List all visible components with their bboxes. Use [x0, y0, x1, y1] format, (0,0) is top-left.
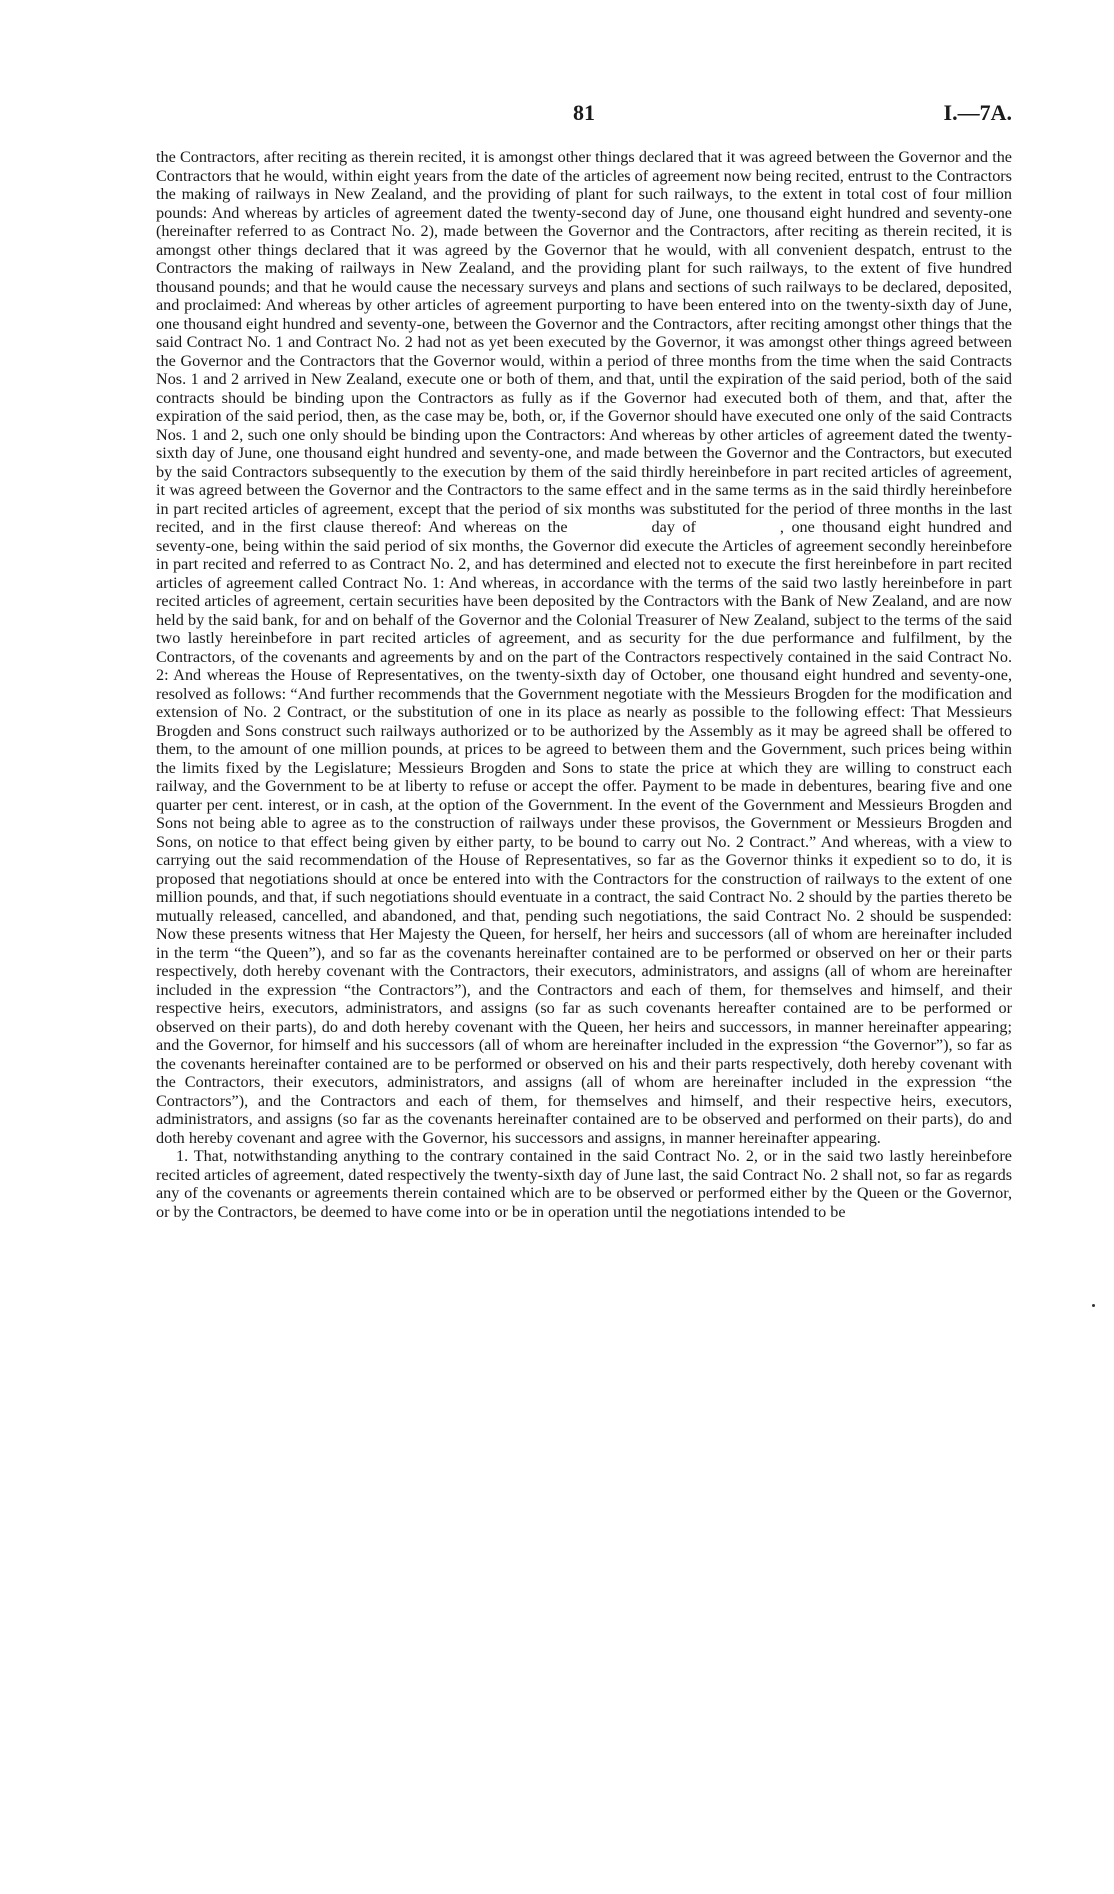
recitals-text-part-1: the Contractors, after reciting as therein recited, it is amongst other things declared that it was agreed between the Governor and the Contractors that he would, within eight years from the date of the articles of agreement now being recited, entrust to the Contractors the making of railways in New Zealand, and the providing of plant for such railways, to the extent in total cost of four million pounds: And whereas by articles of agreement dated the twenty-second day of June, one thousand eight hundred and seventy-one (hereinafter referred to as Contract No. 2), made between the Governor and the Contractors, after reciting as therein recited, it is amongst other things declared that it was agreed by the Governor that he would, with all convenient despatch, entrust to the Contractors the making of railways in New Zealand, and the providing plant for such railways, to the extent of five hundred thousand pounds; and that he would cause the necessary surveys and plans and sections of such railways to be declared, deposited, and proclaimed: And whereas by other articles of agreement purporting to have been entered into on the twenty-sixth day of June, one thousand eight hundred and seventy-one, between the Governor and the Contractors, after reciting amongst other things that the said Contract No. 1 and Contract No. 2 had not as yet been executed by the Governor, it was amongst other things agreed between the Governor and the Contractors that the Governor would, within a period of three months from the time when the said Contracts Nos. 1 and 2 arrived in New Zealand, execute one or both of them, and that, until the expiration of the said period, both of the said contracts should be binding upon the Contractors as fully as if the Governor had executed both of them, and that, after the expiration of the said period, then, as the case may be, both, or, if the Governor should have executed one only of the said Contracts Nos. 1 and 2, such one only should be binding upon the Contractors: And whereas by other articles of agreement dated the twenty-sixth day of June, one thousand eight hundred and seventy-one, and made between the Governor and the Contractors, but executed by the said Contractors subsequently to the execution by them of the said thirdly hereinbefore in part recited articles of agreement, it was agreed between the Governor and the Contractors to the same effect and in the same terms as in the said thirdly hereinbefore in part recited articles of agreement, except that the period of six months was substituted for the period of three months in the last recited, and in the first clause thereof: And whereas on the: [156, 148, 1012, 536]
recitals-paragraph: [156, 148, 1012, 1147]
clause-1-paragraph: 1. That, notwithstanding anything to the contrary contained in the said Contract No. 2, or in the said two lastly hereinbefore recited articles of agreement, dated respectively the twenty-sixth day of June last, the said Contract No. 2 shall not, so far as regards any of the covenants or agreements therein contained which are to be observed or performed either by the Queen or the Governor, or by the Contractors, be deemed to have come into or be in operation until the negotiations intended to be: [156, 1147, 1012, 1221]
recitals-text-part-2: day of: [651, 518, 696, 536]
recitals-text-part-3: , one thousand eight hundred and seventy-one, being within the said period of six months, the Governor did execute the Articles of agreement secondly hereinbefore in part recited and referred to as Contract No. 2, and has determined and elected not to execute the first hereinbefore in part recited articles of agreement called Contract No. 1: And whereas, in accordance with the terms of the said two lastly hereinbefore in part recited articles of agreement, certain securities have been deposited by the Contractors with the Bank of New Zealand, and are now held by the said bank, for and on behalf of the Governor and the Colonial Treasurer of New Zealand, subject to the terms of the said two lastly hereinbefore in part recited articles of agreement, and as security for the due performance and fulfilment, by the Contractors, of the covenants and agreements by and on the part of the Contractors respectively contained in the said Contract No. 2: And whereas the House of Representatives, on the twenty-sixth day of October, one thousand eight hundred and seventy-one, resolved as follows: “And further recommends that the Government negotiate with the Messieurs Brogden for the modification and extension of No. 2 Contract, or the substitution of one in its place as nearly as possible to the following effect: That Messieurs Brogden and Sons construct such railways authorized or to be authorized by the Assembly as it may be agreed shall be offered to them, to the amount of one million pounds, at prices to be agreed to between them and the Government, such prices being within the limits fixed by the Legislature; Messieurs Brogden and Sons to state the price at which they are willing to construct each railway, and the Government to be at liberty to refuse or accept the offer. Payment to be made in debentures, bearing five and one quarter per cent. interest, or in cash, at the option of the Government. In the event of the Government and Messieurs Brogden and Sons not being able to agree as to the construction of railways under these provisos, the Government or Messieurs Brogden and Sons, on notice to that effect being given by either party, to be bound to carry out No. 2 Contract.” And whereas, with a view to carrying out the said recommendation of the House of Representatives, so far as the Governor thinks it expedient so to do, it is proposed that negotiations should at once be entered into with the Contractors for the construction of railways to the extent of one million pounds, and that, if such negotiations should eventuate in a contract, the said Contract No. 2 should by the parties thereto be mutually released, cancelled, and abandoned, and that, pending such negotiations, the said Contract No. 2 should be suspended: Now these presents witness that Her Majesty the Queen, for herself, her heirs and successors (all of whom are hereinafter included in the term “the Queen”), and so far as the covenants hereinafter contained are to be performed or observed on her or their parts respectively, doth hereby covenant with the Contractors, their executors, administrators, and assigns (all of whom are hereinafter included in the expression “the Contractors”), and the Contractors and each of them, for themselves and himself, and their respective heirs, executors, administrators, and assigns (so far as such covenants hereafter contained are to be performed or observed on their parts), do and doth hereby covenant with the Queen, her heirs and successors, in manner hereinafter appearing; and the Governor, for himself and his successors (all of whom are hereinafter included in the expression “the Governor”), so far as the covenants hereinafter contained are to be performed or observed on his and their parts respectively, doth hereby covenant with the Contractors, their executors, administrators, and assigns (all of whom are hereinafter included in the expression “the Contractors”), and the Contractors and each of them, for themselves and himself, and their respective heirs, executors, administrators, and assigns (so far as the covenants hereinafter contained are to be observed and performed on their parts), do and doth hereby covenant and agree with the Governor, his successors and assigns, in manner hereinafter appearing.: [156, 518, 1013, 1147]
page-header: [156, 100, 1012, 134]
document-body: [156, 148, 1012, 1221]
document-reference: I.—7A.: [943, 100, 1012, 125]
page-number: 81: [573, 100, 595, 125]
scan-speck: [1092, 1304, 1095, 1307]
